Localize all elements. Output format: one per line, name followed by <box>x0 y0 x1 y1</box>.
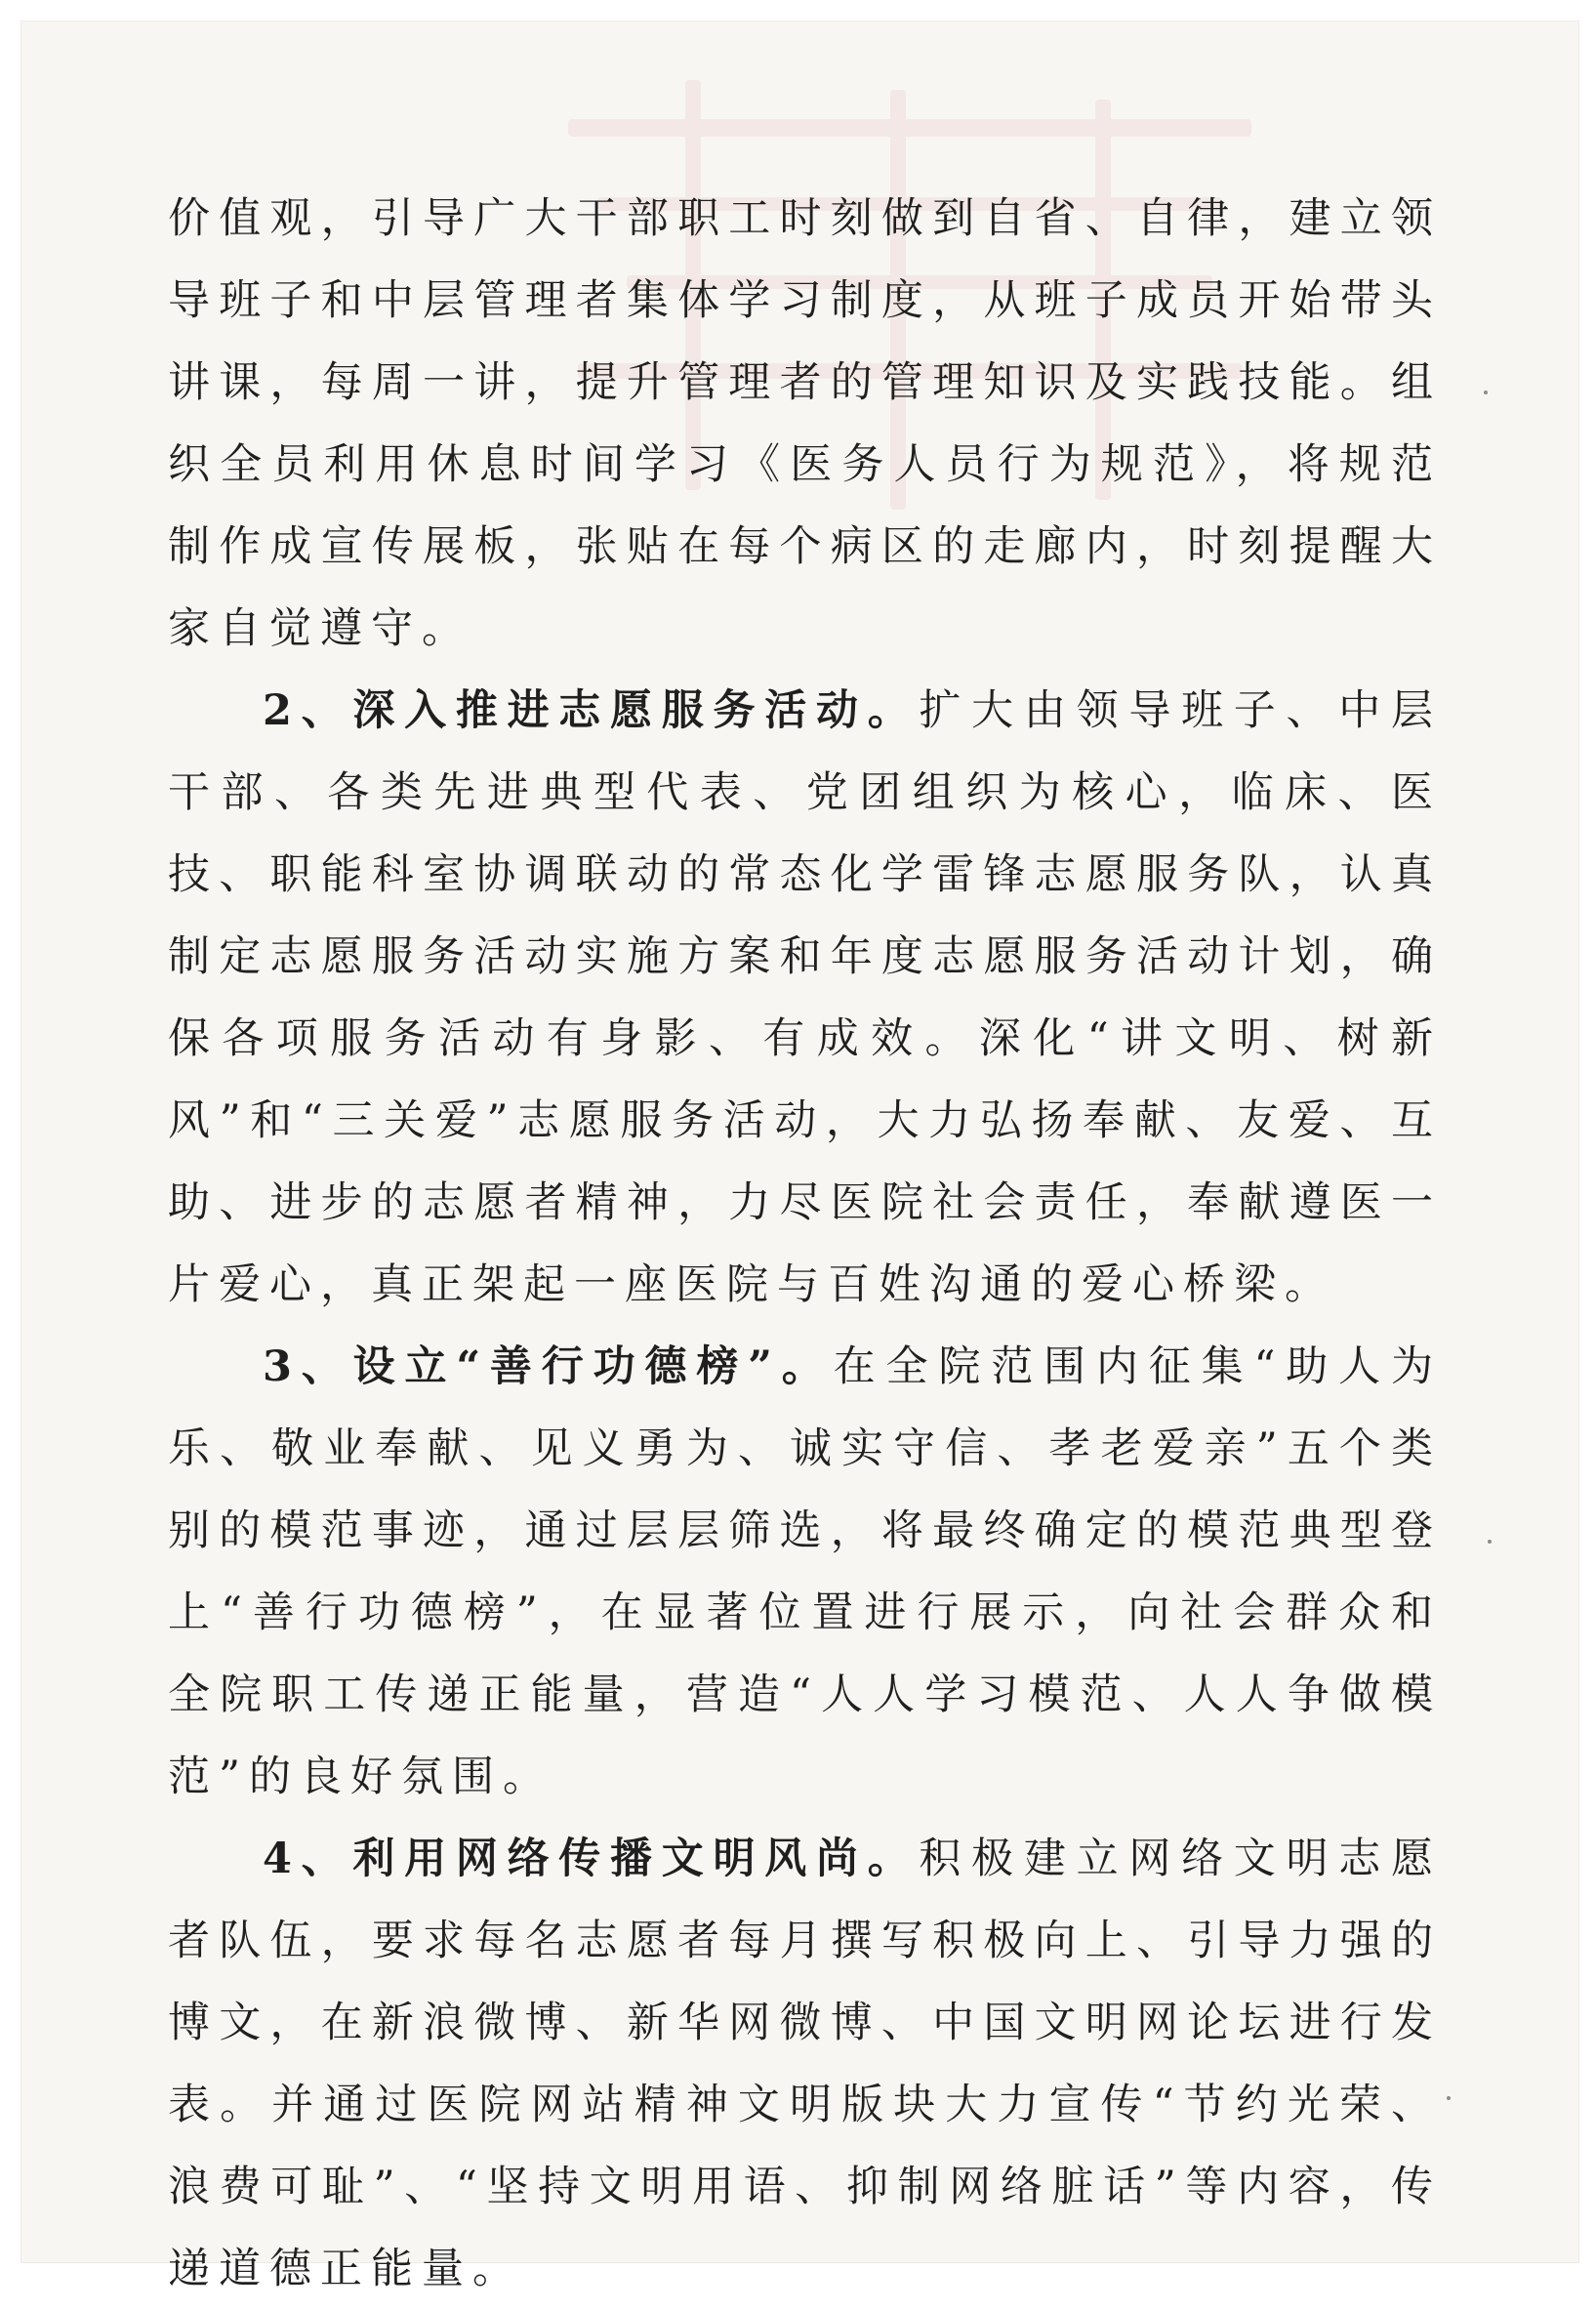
paragraph-4-text: 积极建立网络文明志愿者队伍，要求每名志愿者每月撰写积极向上、引导力强的博文，在新浪微博、新华网微博、中国文明网论坛进行发表。并通过医院网站精神文明版块大力宣传“节约光荣、浪费可耻”、“坚持文明用语、抑制网络脏话”等内容，传递道德正能量。 <box>168 1835 1442 2293</box>
paragraph-3-heading: 3、设立“善行功德榜”。 <box>263 1342 834 1391</box>
paragraph-1-text: 价值观，引导广大干部职工时刻做到自省、自律，建立领导班子和中层管理者集体学习制度，从班子成员开始带头讲课，每周一讲，提升管理者的管理知识及实践技能。组织全员利用休息时间学习《医务人员行为规范》，将规范制作成宣传展板，张贴在每个病区的走廊内，时刻提醒大家自觉遵守。 <box>168 194 1442 653</box>
paragraph-3-text: 在全院范围内征集“助人为乐、敬业奉献、见义勇为、诚实守信、孝老爱亲”五个类别的模范事迹，通过层层筛选，将最终确定的模范典型登上“善行功德榜”，在显著位置进行展示，向社会群众和全院职工传递正能量，营造“人人学习模范、人人争做模范”的良好氛围。 <box>168 1342 1443 1801</box>
paragraph-values-study <box>168 178 1442 670</box>
document-body <box>168 178 1442 2310</box>
paragraph-volunteer-service <box>168 670 1442 1326</box>
scanned-page <box>21 21 1578 2293</box>
paragraph-2-heading: 2、深入推进志愿服务活动。 <box>263 686 920 735</box>
paragraph-merit-board <box>168 1326 1442 1818</box>
scan-speck <box>1484 391 1488 394</box>
scan-speck <box>1447 2096 1451 2100</box>
scan-speck <box>1488 1540 1492 1544</box>
paragraph-4-heading: 4、利用网络传播文明风尚。 <box>263 1835 920 1883</box>
paragraph-online-civility <box>168 1818 1442 2310</box>
paragraph-2-text: 扩大由领导班子、中层干部、各类先进典型代表、党团组织为核心，临床、医技、职能科室协调联动的常态化学雷锋志愿服务队，认真制定志愿服务活动实施方案和年度志愿服务活动计划，确保各项服务活动有身影、有成效。深化“讲文明、树新风”和“三关爱”志愿服务活动，大力弘扬奉献、友爱、互助、进步的志愿者精神，力尽医院社会责任，奉献遵医一片爱心，真正架起一座医院与百姓沟通的爱心桥梁。 <box>168 686 1442 1309</box>
